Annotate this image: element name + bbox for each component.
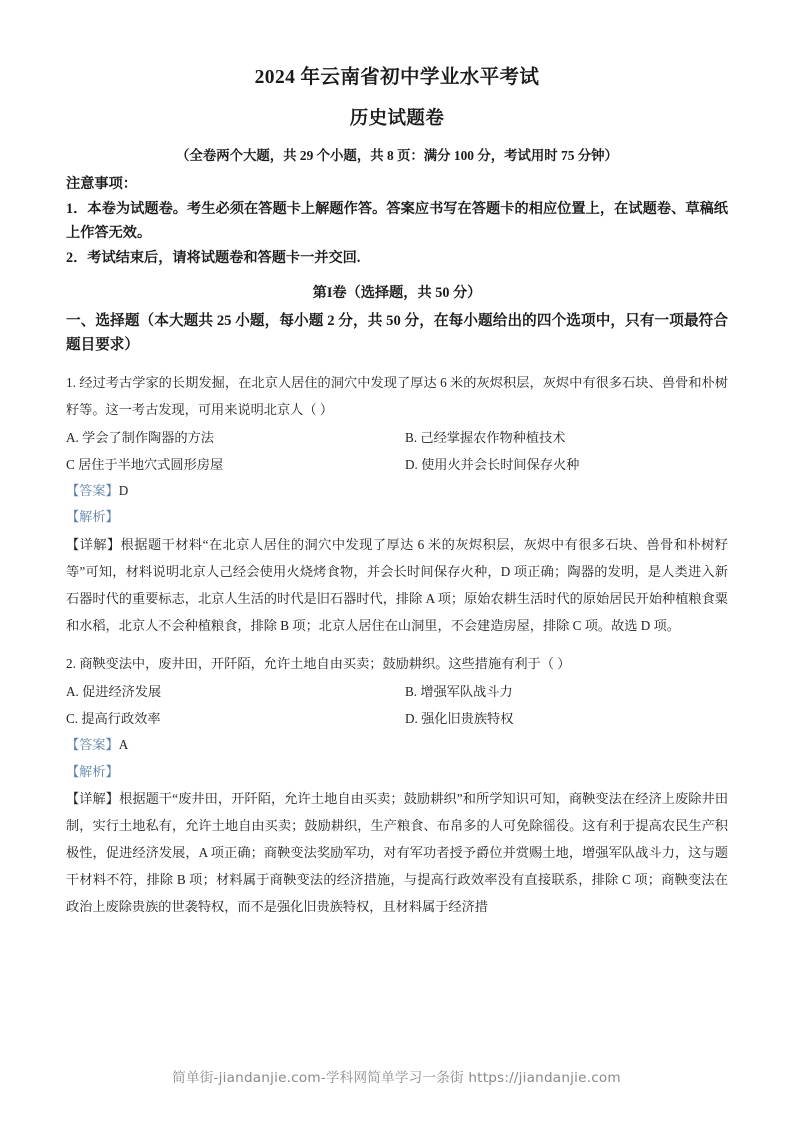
notice-item-1: 1．本卷为试题卷。考生必须在答题卡上解题作答。答案应书写在答题卡的相应位置上，在试题卷、草稿纸上作答无效。 xyxy=(66,201,728,241)
option-d[interactable]: D. 强化旧贵族特权 xyxy=(405,711,514,727)
answer-tag: 【答案】 xyxy=(66,737,119,753)
option-row xyxy=(66,451,728,478)
detail-paragraph xyxy=(66,785,728,920)
option-c[interactable]: C. 提高行政效率 xyxy=(66,711,161,727)
option-row xyxy=(66,678,728,705)
analysis-tag: 【解析】 xyxy=(66,509,119,525)
options-grid xyxy=(66,424,728,478)
detail-text: 根据题干材料“在北京人居住的洞穴中发现了厚达 6 米的灰烬积层，灰烬中有很多石块、兽骨和朴树籽等”可知，材料说明北京人己经会使用火烧烤食物，并会长时间保存火种，D 项正确；陶器的发明，是人类进入新石器时代的重要标志，北京人生活的时代是旧石器时代，排除 A 项；原始农耕生活时代的原始居民开始种植粮食粟和水稻，北京人不会种植粮食，排除 B 项；北京人居住在山洞里，不会建造房屋，排除 C 项。故选 D 项。 xyxy=(66,536,728,633)
section-heading-multiple-choice: 一、选择题（本大题共 25 小题，每小题 2 分，共 50 分，在每小题给出的四个选项中，只有一项最符合题目要求） xyxy=(66,313,728,354)
answer-line xyxy=(66,732,728,758)
question-block xyxy=(66,369,728,639)
answer-value: A xyxy=(118,737,129,753)
detail-tag: 【详解】 xyxy=(66,790,120,806)
option-c[interactable]: C 居住于半地穴式圆形房屋 xyxy=(66,456,224,472)
footer-watermark: 简单街-jiandanjie.com-学科网简单学习一条街 https://jiandanjie.com xyxy=(172,1070,621,1086)
question-stem: 1. 经过考古学家的长期发掘，在北京人居住的洞穴中发现了厚达 6 米的灰烬积层，灰烬中有很多石块、兽骨和朴树籽等。这一考古发现，可用来说明北京人（ ） xyxy=(66,374,728,417)
notices-block xyxy=(66,173,728,271)
paper-meta-line: （全卷两个大题，共 29 个小题，共 8 页：满分 100 分，考试用时 75 分钟） xyxy=(176,148,618,164)
detail-text: 根据题干“废井田，开阡陌，允许土地自由买卖；鼓励耕织”和所学知识可知，商鞅变法在经济上废除井田制，实行土地私有，允许土地自由买卖；鼓励耕织，生产粮食、布帛多的人可免除徭役。这有利于提高农民生产积极性，促进经济发展，A 项正确；商鞅变法奖励军功，对有军功者授予爵位并赏赐土地，增强军队战斗力，这与题干材料不符，排除 B 项；材料属于商鞅变法的经济措施，与提高行政效率没有直接联系，排除 C 项；商鞅变法在政治上废除贵族的世袭特权，而不是强化旧贵族特权，且材料属于经济措 xyxy=(66,790,729,915)
detail-paragraph xyxy=(66,531,728,639)
option-a[interactable]: A. 促进经济发展 xyxy=(66,683,162,699)
options-grid xyxy=(66,678,728,732)
detail-tag: 【详解】 xyxy=(66,536,121,552)
answer-value: D xyxy=(118,482,129,498)
option-d[interactable]: D. 使用火并会长时间保存火种 xyxy=(405,456,580,472)
question-stem: 2. 商鞅变法中，废井田，开阡陌，允许土地自由买卖；鼓励耕织。这些措施有利于（ ） xyxy=(66,655,571,671)
page-subtitle: 历史试题卷 xyxy=(349,109,445,130)
notice-item-2: 2．考试结束后，请将试题卷和答题卡一并交回. xyxy=(66,250,361,267)
question-block xyxy=(66,650,728,920)
option-b[interactable]: B. 己经掌握农作物种植技术 xyxy=(405,429,566,445)
notices-heading: 注意事项： xyxy=(66,176,137,193)
analysis-line xyxy=(66,759,728,785)
answer-tag: 【答案】 xyxy=(66,482,119,498)
option-row xyxy=(66,705,728,732)
analysis-line xyxy=(66,504,728,530)
option-row xyxy=(66,424,728,451)
page-title: 2024 年云南省初中学业水平考试 xyxy=(254,67,540,88)
answer-line xyxy=(66,478,728,504)
analysis-tag: 【解析】 xyxy=(66,763,119,779)
option-b[interactable]: B. 增强军队战斗力 xyxy=(405,683,513,699)
option-a[interactable]: A. 学会了制作陶器的方法 xyxy=(66,429,214,445)
paper-part-heading: 第I卷（选择题，共 50 分） xyxy=(312,284,482,301)
